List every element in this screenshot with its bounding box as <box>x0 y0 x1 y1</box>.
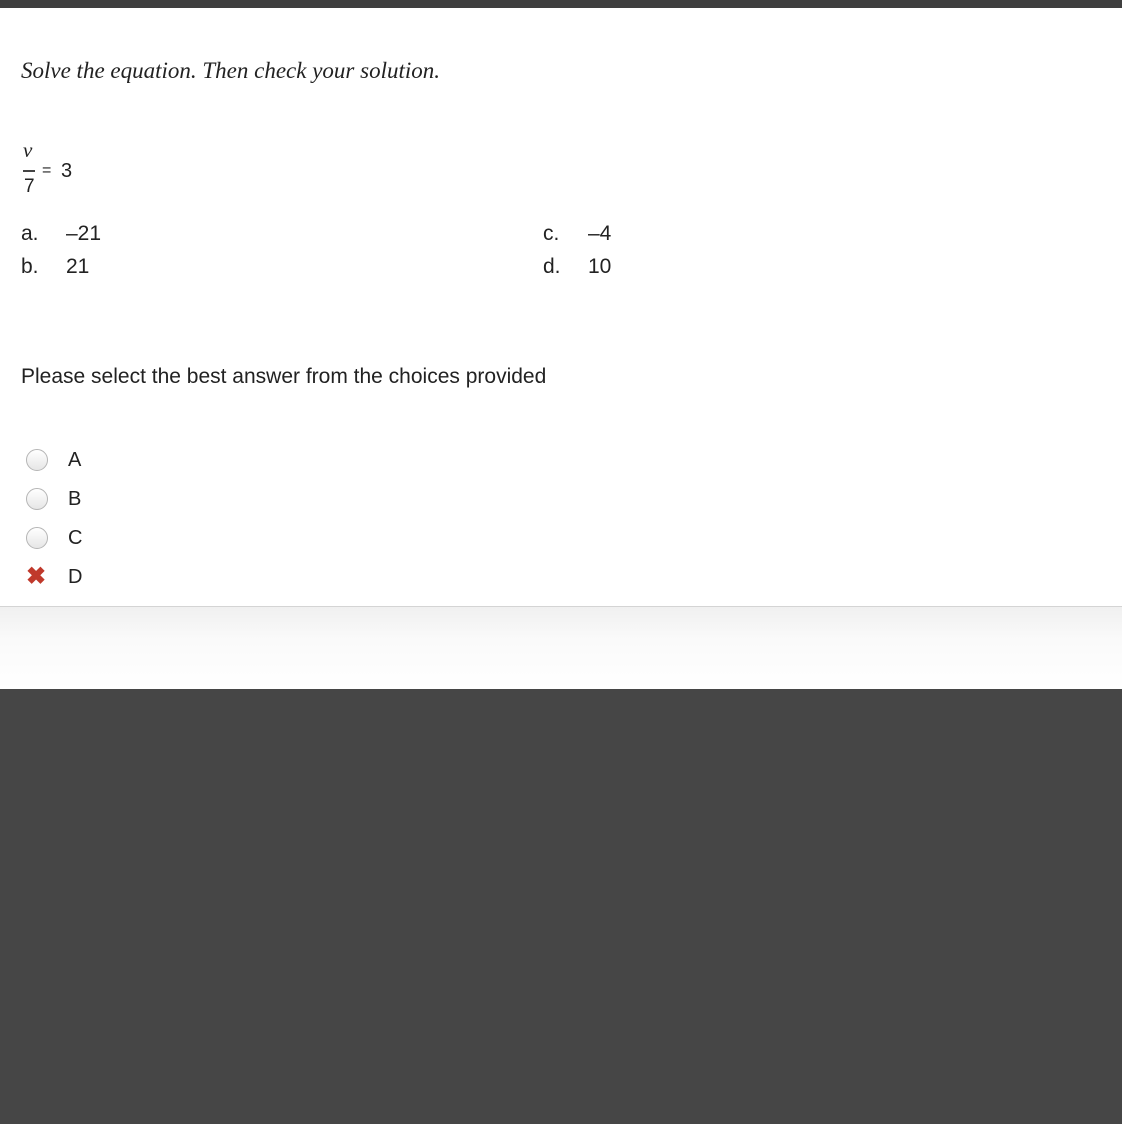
choice-value: 10 <box>588 255 612 278</box>
incorrect-x-icon: ✖ <box>26 563 47 590</box>
radio-button[interactable] <box>26 488 48 510</box>
radio-button[interactable] <box>26 449 48 471</box>
question-instructions: Solve the equation. Then check your solution. <box>21 58 441 83</box>
equation <box>20 138 110 202</box>
choice-a <box>21 222 101 246</box>
choice-value: –21 <box>66 222 102 245</box>
equation-operator: = <box>42 162 52 179</box>
option-label: B <box>68 488 82 510</box>
choice-letter: d. <box>543 255 561 278</box>
choice-value: 21 <box>66 255 90 278</box>
answer-option-b[interactable] <box>26 487 226 513</box>
question-card <box>0 8 1122 606</box>
answer-option-a[interactable] <box>26 448 226 474</box>
choice-value: –4 <box>588 222 612 245</box>
choice-letter: b. <box>21 255 39 278</box>
fraction-bar <box>23 170 35 172</box>
option-label: C <box>68 527 83 549</box>
footer-strip <box>0 606 1122 689</box>
choice-c <box>543 222 611 246</box>
equation-denominator: 7 <box>24 176 35 197</box>
option-label: D <box>68 566 83 588</box>
choice-letter: a. <box>21 222 39 245</box>
equation-numerator: v <box>23 138 33 162</box>
choice-letter: c. <box>543 222 560 245</box>
choice-b <box>21 255 89 279</box>
option-label: A <box>68 449 82 471</box>
equation-rhs: 3 <box>61 160 73 182</box>
answer-prompt: Please select the best answer from the choices provided <box>21 365 547 388</box>
choice-d <box>543 255 611 279</box>
radio-button[interactable] <box>26 527 48 549</box>
answer-option-c[interactable] <box>26 526 226 552</box>
top-bar <box>0 0 1122 8</box>
answer-option-d[interactable] <box>26 565 226 591</box>
